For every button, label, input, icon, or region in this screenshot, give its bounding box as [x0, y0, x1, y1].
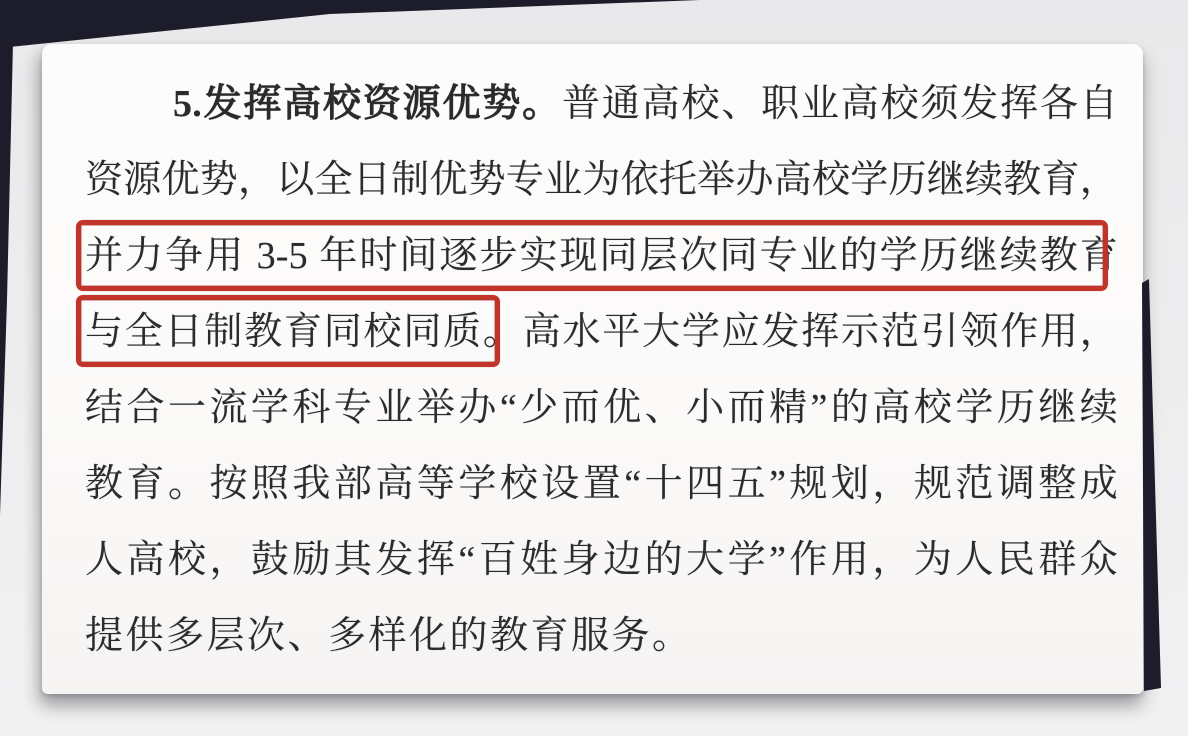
text-segment: 高水平大学应发挥示范引领作用，	[522, 311, 1118, 353]
dark-edge-left	[0, 0, 14, 515]
text-line-4	[85, 294, 1118, 370]
paragraph	[85, 66, 1118, 674]
text-segment: 人高校，鼓励其发挥“百姓身边的大学”作用，为人民群众	[85, 539, 1118, 581]
text-line-2	[85, 142, 1118, 218]
text-segment: 教育。按照我部高等学校设置“十四五”规划，规范调整成	[85, 463, 1118, 505]
paragraph-heading: 5.发挥高校资源优势。	[173, 83, 562, 125]
dark-edge-top	[0, 0, 700, 48]
dark-edge-right	[1142, 279, 1161, 691]
text-line-7	[85, 522, 1118, 598]
text-segment: 普通高校、职业高校须发挥各自	[562, 83, 1118, 125]
text-segment: 提供多层次、多样化的教育服务。	[85, 615, 693, 657]
text-segment: 结合一流学科专业举办“少而优、小而精”的高校学历继续	[85, 387, 1118, 429]
document-page	[42, 44, 1143, 694]
text-segment: 资源优势，以全日制优势专业为依托举办高校学历继续教育，	[85, 159, 1118, 201]
text-line-3	[85, 218, 1118, 294]
text-line-6	[85, 446, 1118, 522]
text-line-1	[85, 66, 1118, 142]
highlighted-text-segment: 并力争用 3-5 年时间逐步实现同层次同专业的学历继续教育	[85, 235, 1118, 277]
text-line-8	[85, 598, 1118, 674]
highlighted-text-segment: 与全日制教育同校同质。	[85, 311, 523, 353]
text-line-5	[85, 370, 1118, 446]
